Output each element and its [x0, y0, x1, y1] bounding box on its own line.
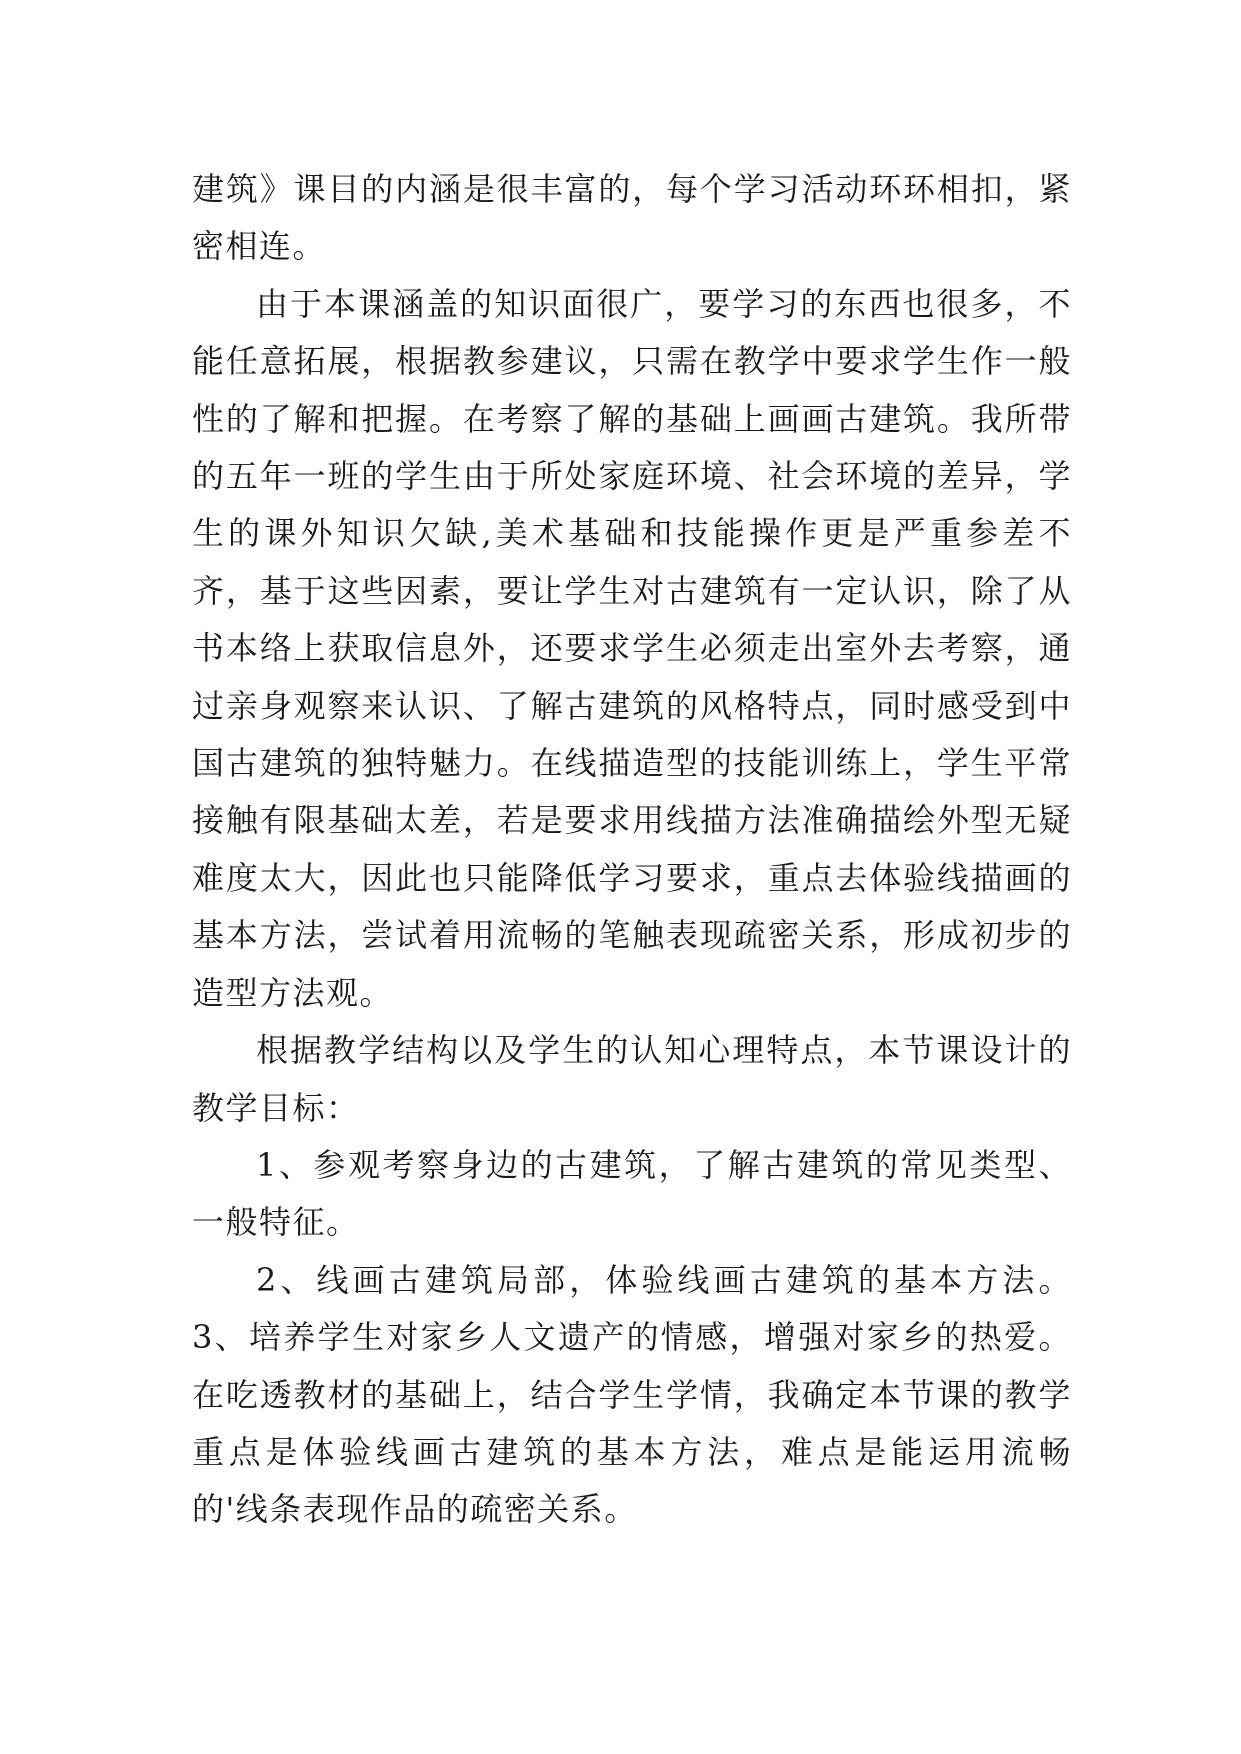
paragraph-goal-2-3: 2、线画古建筑局部，体验线画古建筑的基本方法。 3、培养学生对家乡人文遗产的情感，增强对家乡的热爱。 在吃透教材的基础上，结合学生学情，我确定本节课的教学重点是体验线画古建筑的基本方法，难点是能运用流畅的'线条表现作品的疏密关系。: [192, 1260, 1072, 1529]
paragraph-goal-1: 1、参观考察身边的古建筑，了解古建筑的常见类型、一般特征。: [192, 1145, 1072, 1242]
document-body: [192, 161, 1072, 1539]
paragraph-course-scope: 由于本课涵盖的知识面很广，要学习的东西也很多，不能任意拓展，根据教参建议，只需在教学中要求学生作一般性的了解和把握。在考察了解的基础上画画古建筑。我所带的五年一班的学生由于所处家庭环境、社会环境的差异，学生的课外知识欠缺,美术基础和技能操作更是严重参差不齐，基于这些因素，要让学生对古建筑有一定认识，除了从书本络上获取信息外，还要求学生必须走出室外去考察，通过亲身观察来认识、了解古建筑的风格特点，同时感受到中国古建筑的独特魅力。在线描造型的技能训练上，学生平常接触有限基础太差，若是要求用线描方法准确描绘外型无疑难度太大，因此也只能降低学习要求，重点去体验线描画的基本方法，尝试着用流畅的笔触表现疏密关系，形成初步的造型方法观。: [192, 284, 1072, 1012]
paragraph-continuation: 建筑》课目的内涵是很丰富的，每个学习活动环环相扣，紧密相连。: [192, 170, 1072, 266]
paragraph-teaching-goals-intro: 根据教学结构以及学生的认知心理特点，本节课设计的教学目标：: [192, 1031, 1072, 1127]
